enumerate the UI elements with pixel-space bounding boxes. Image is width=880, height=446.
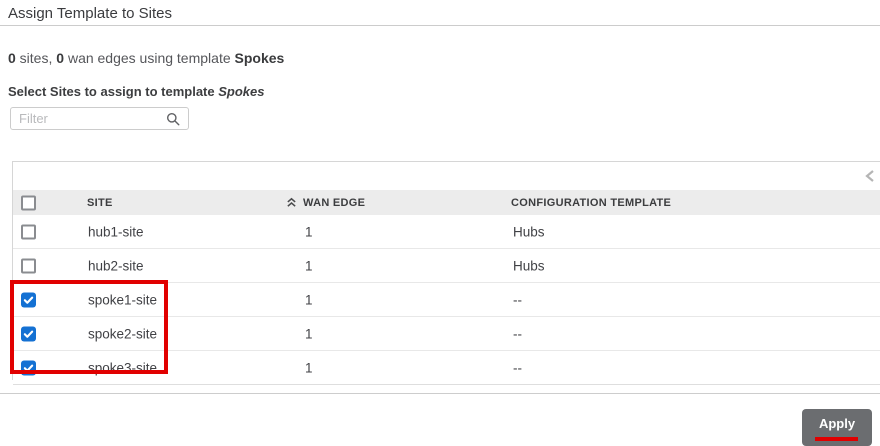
collapse-chevron-icon[interactable] bbox=[864, 169, 876, 183]
wan-edges-count: 0 bbox=[56, 50, 65, 66]
select-sites-label: Select Sites to assign to template Spokes bbox=[8, 84, 265, 99]
filter-container bbox=[10, 107, 189, 130]
row-checkbox[interactable] bbox=[21, 258, 36, 273]
table-body bbox=[13, 215, 880, 385]
wan-edge-count-cell: 1 bbox=[305, 258, 313, 273]
search-icon bbox=[166, 112, 181, 127]
filter-input[interactable] bbox=[11, 108, 188, 129]
config-template-cell: -- bbox=[513, 292, 522, 307]
usage-summary: 0 sites, 0 wan edges using template Spokes bbox=[8, 50, 285, 66]
wan-edge-count-cell: 1 bbox=[305, 224, 313, 239]
column-header-config-template[interactable]: CONFIGURATION TEMPLATE bbox=[511, 196, 672, 209]
apply-button[interactable] bbox=[802, 409, 872, 446]
row-checkbox-checked[interactable] bbox=[21, 360, 36, 375]
row-checkbox-checked[interactable] bbox=[21, 292, 36, 307]
site-name-cell: spoke2-site bbox=[88, 326, 158, 341]
page-title: Assign Template to Sites bbox=[8, 5, 172, 22]
apply-button-label: Apply bbox=[818, 416, 856, 431]
sites-count: 0 bbox=[8, 50, 16, 66]
title-divider bbox=[0, 25, 880, 26]
wan-edge-count-cell: 1 bbox=[305, 360, 313, 375]
site-name-cell: spoke1-site bbox=[88, 292, 158, 307]
row-checkbox[interactable] bbox=[21, 224, 36, 239]
table-row[interactable] bbox=[13, 249, 880, 283]
config-template-cell: -- bbox=[513, 326, 522, 341]
table-row[interactable] bbox=[13, 317, 880, 351]
footer-divider bbox=[0, 393, 880, 394]
table-toolbar-strip bbox=[13, 162, 880, 190]
config-template-cell: Hubs bbox=[513, 224, 545, 239]
column-header-wan-edge[interactable]: WAN EDGE bbox=[303, 196, 366, 209]
wan-edge-count-cell: 1 bbox=[305, 326, 313, 341]
select-all-checkbox[interactable] bbox=[21, 195, 36, 210]
site-name-cell: hub1-site bbox=[88, 224, 144, 239]
site-name-cell: spoke3-site bbox=[88, 360, 158, 375]
table-row[interactable] bbox=[13, 215, 880, 249]
row-checkbox-checked[interactable] bbox=[21, 326, 36, 341]
config-template-cell: -- bbox=[513, 360, 522, 375]
site-name-cell: hub2-site bbox=[88, 258, 144, 273]
sort-ascending-icon[interactable] bbox=[286, 197, 297, 208]
config-template-cell: Hubs bbox=[513, 258, 545, 273]
template-name: Spokes bbox=[234, 50, 285, 66]
table-row[interactable] bbox=[13, 283, 880, 317]
table-header-row bbox=[13, 190, 880, 215]
sites-table bbox=[12, 161, 880, 380]
column-header-site[interactable]: SITE bbox=[87, 196, 113, 209]
template-name-italic: Spokes bbox=[218, 84, 265, 99]
table-row[interactable] bbox=[13, 351, 880, 385]
wan-edge-count-cell: 1 bbox=[305, 292, 313, 307]
